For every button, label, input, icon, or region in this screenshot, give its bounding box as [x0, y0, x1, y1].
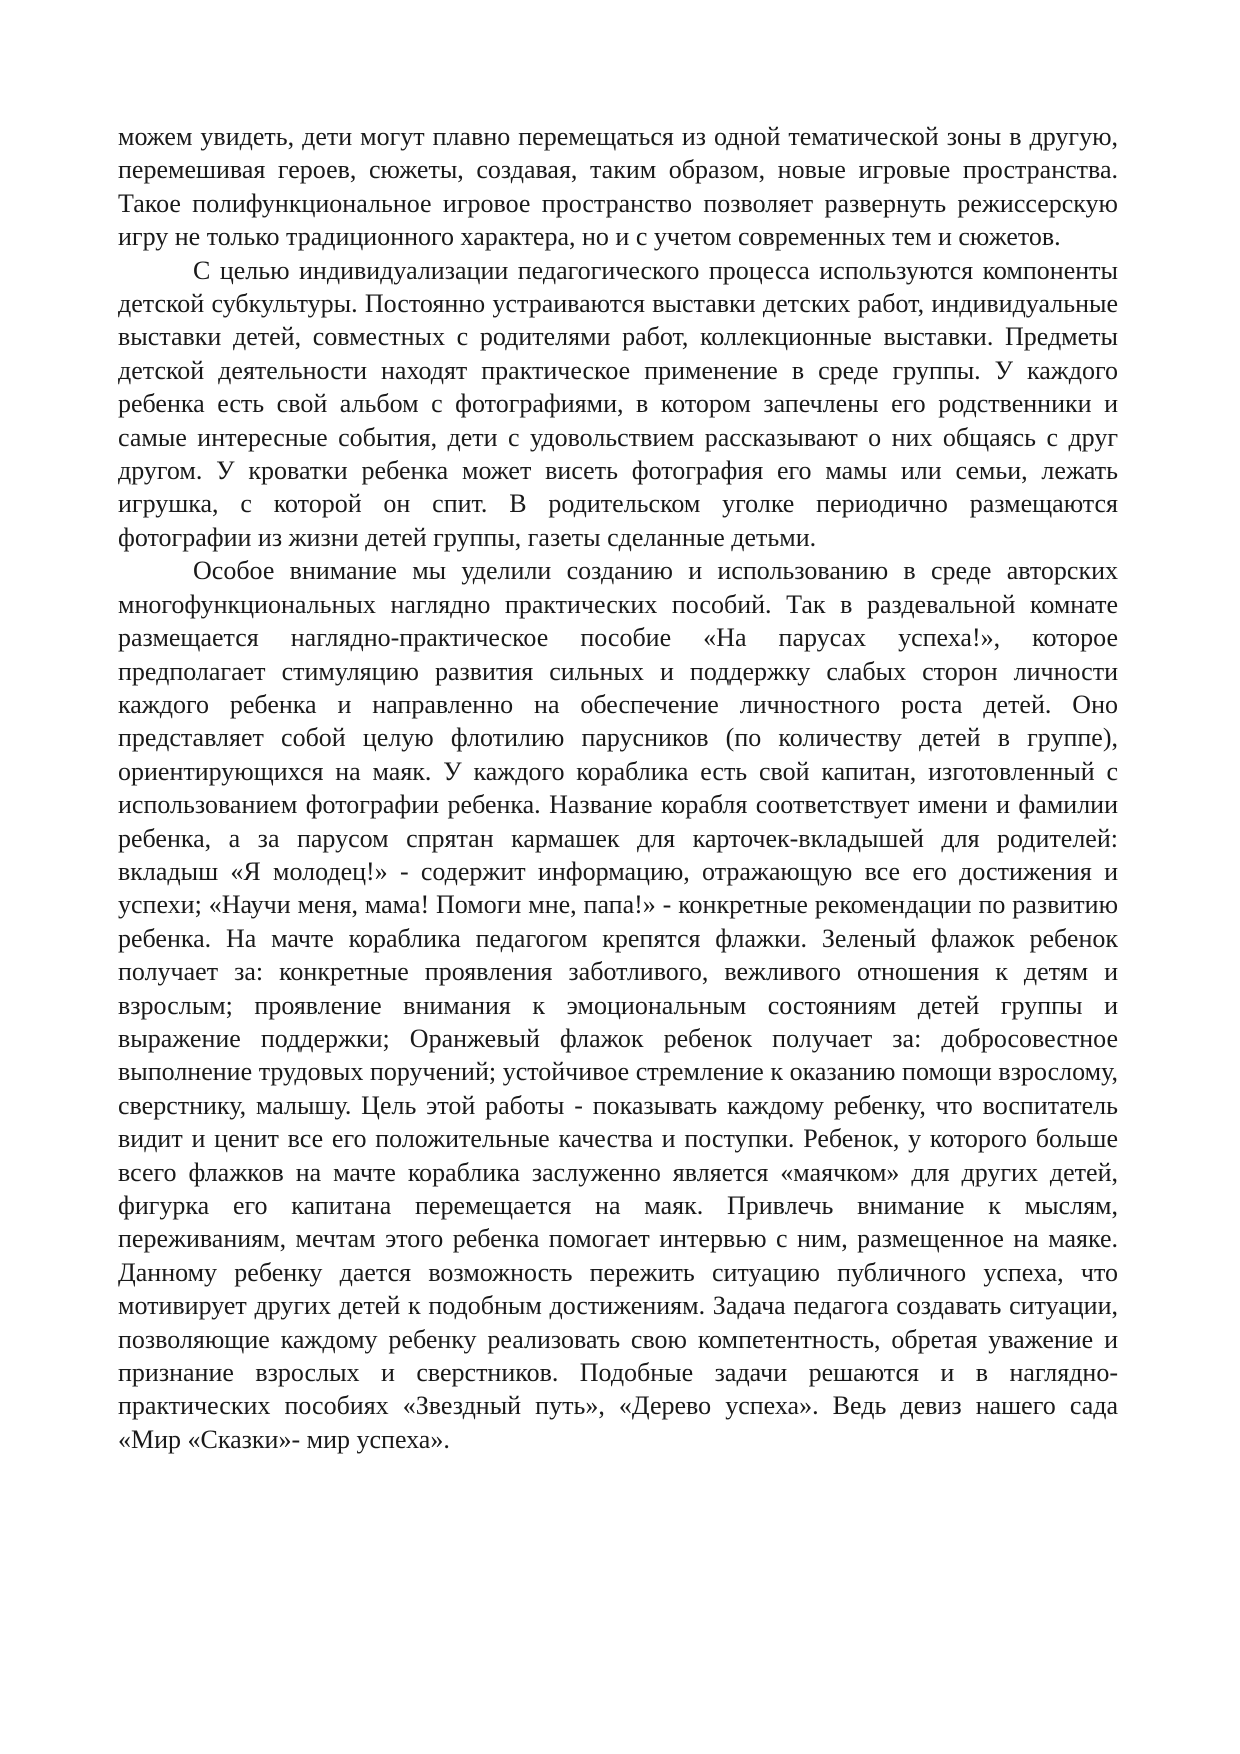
document-body [118, 120, 1118, 1456]
paragraph-2: С целью индивидуализации педагогического процесса используются компоненты детской субкультуры. Постоянно устраиваются выставки детских работ, индивидуальные выставки детей, совместных с родителями работ, коллекционные выставки. Предметы детской деятельности находят практическое применение в среде группы. У каждого ребенка есть свой альбом с фотографиями, в котором запечлены его родственники и самые интересные события, дети с удовольствием рассказывают о них общаясь с друг другом. У кроватки ребенка может висеть фотография его мамы или семьи, лежать игрушка, с которой он спит. В родительском уголке периодично размещаются фотографии из жизни детей группы, газеты сделанные детьми. [118, 255, 1118, 552]
paragraph-1: можем увидеть, дети могут плавно перемещаться из одной тематической зоны в другую, перемешивая героев, сюжеты, создавая, таким образом, новые игровые пространства. Такое полифункциональное игровое пространство позволяет развернуть режиссерскую игру не только традиционного характера, но и с учетом современных тем и сюжетов. [118, 122, 1118, 252]
paragraph-3: Особое внимание мы уделили созданию и использованию в среде авторских многофункциональных наглядно практических пособий. Так в раздевальной комнате размещается наглядно-практическое пособие «На парусах успеха!», которое предполагает стимуляцию развития сильных и поддержку слабых сторон личности каждого ребенка и направленно на обеспечение личностного роста детей. Оно представляет собой целую флотилию парусников (по количеству детей в группе), ориентирующихся на маяк. У каждого кораблика есть свой капитан, изготовленный с использованием фотографии ребенка. Название корабля соответствует имени и фамилии ребенка, а за парусом спрятан кармашек для карточек-вкладышей для родителей: вкладыш «Я молодец!» - содержит информацию, отражающую все его достижения и успехи; «Научи меня, мама! Помоги мне, папа!» - конкретные рекомендации по развитию ребенка. На мачте кораблика педагогом крепятся флажки. Зеленый флажок ребенок получает за: конкретные проявления заботливого, вежливого отношения к детям и взрослым; проявление внимания к эмоциональным состояниям детей группы и выражение поддержки; Оранжевый флажок ребенок получает за: добросовестное выполнение трудовых поручений; устойчивое стремление к оказанию помощи взрослому, сверстнику, малышу. Цель этой работы - показывать каждому ребенку, что воспитатель видит и ценит все его положительные качества и поступки. Ребенок, у которого больше всего флажков на мачте кораблика заслуженно является «маячком» для других детей, фигурка его капитана перемещается на маяк. Привлечь внимание к мыслям, переживаниям, мечтам этого ребенка помогает интервью с ним, размещенное на маяке. Данному ребенку дается возможность пережить ситуацию публичного успеха, что мотивирует других детей к подобным достижениям. Задача педагога создавать ситуации, позволяющие каждому ребенку реализовать свою компетентность, обретая уважение и признание взрослых и сверстников. Подобные задачи решаются и в наглядно-практических пособиях «Звездный путь», «Дерево успеха». Ведь девиз нашего сада «Мир «Сказки»- мир успеха». [118, 556, 1118, 1454]
